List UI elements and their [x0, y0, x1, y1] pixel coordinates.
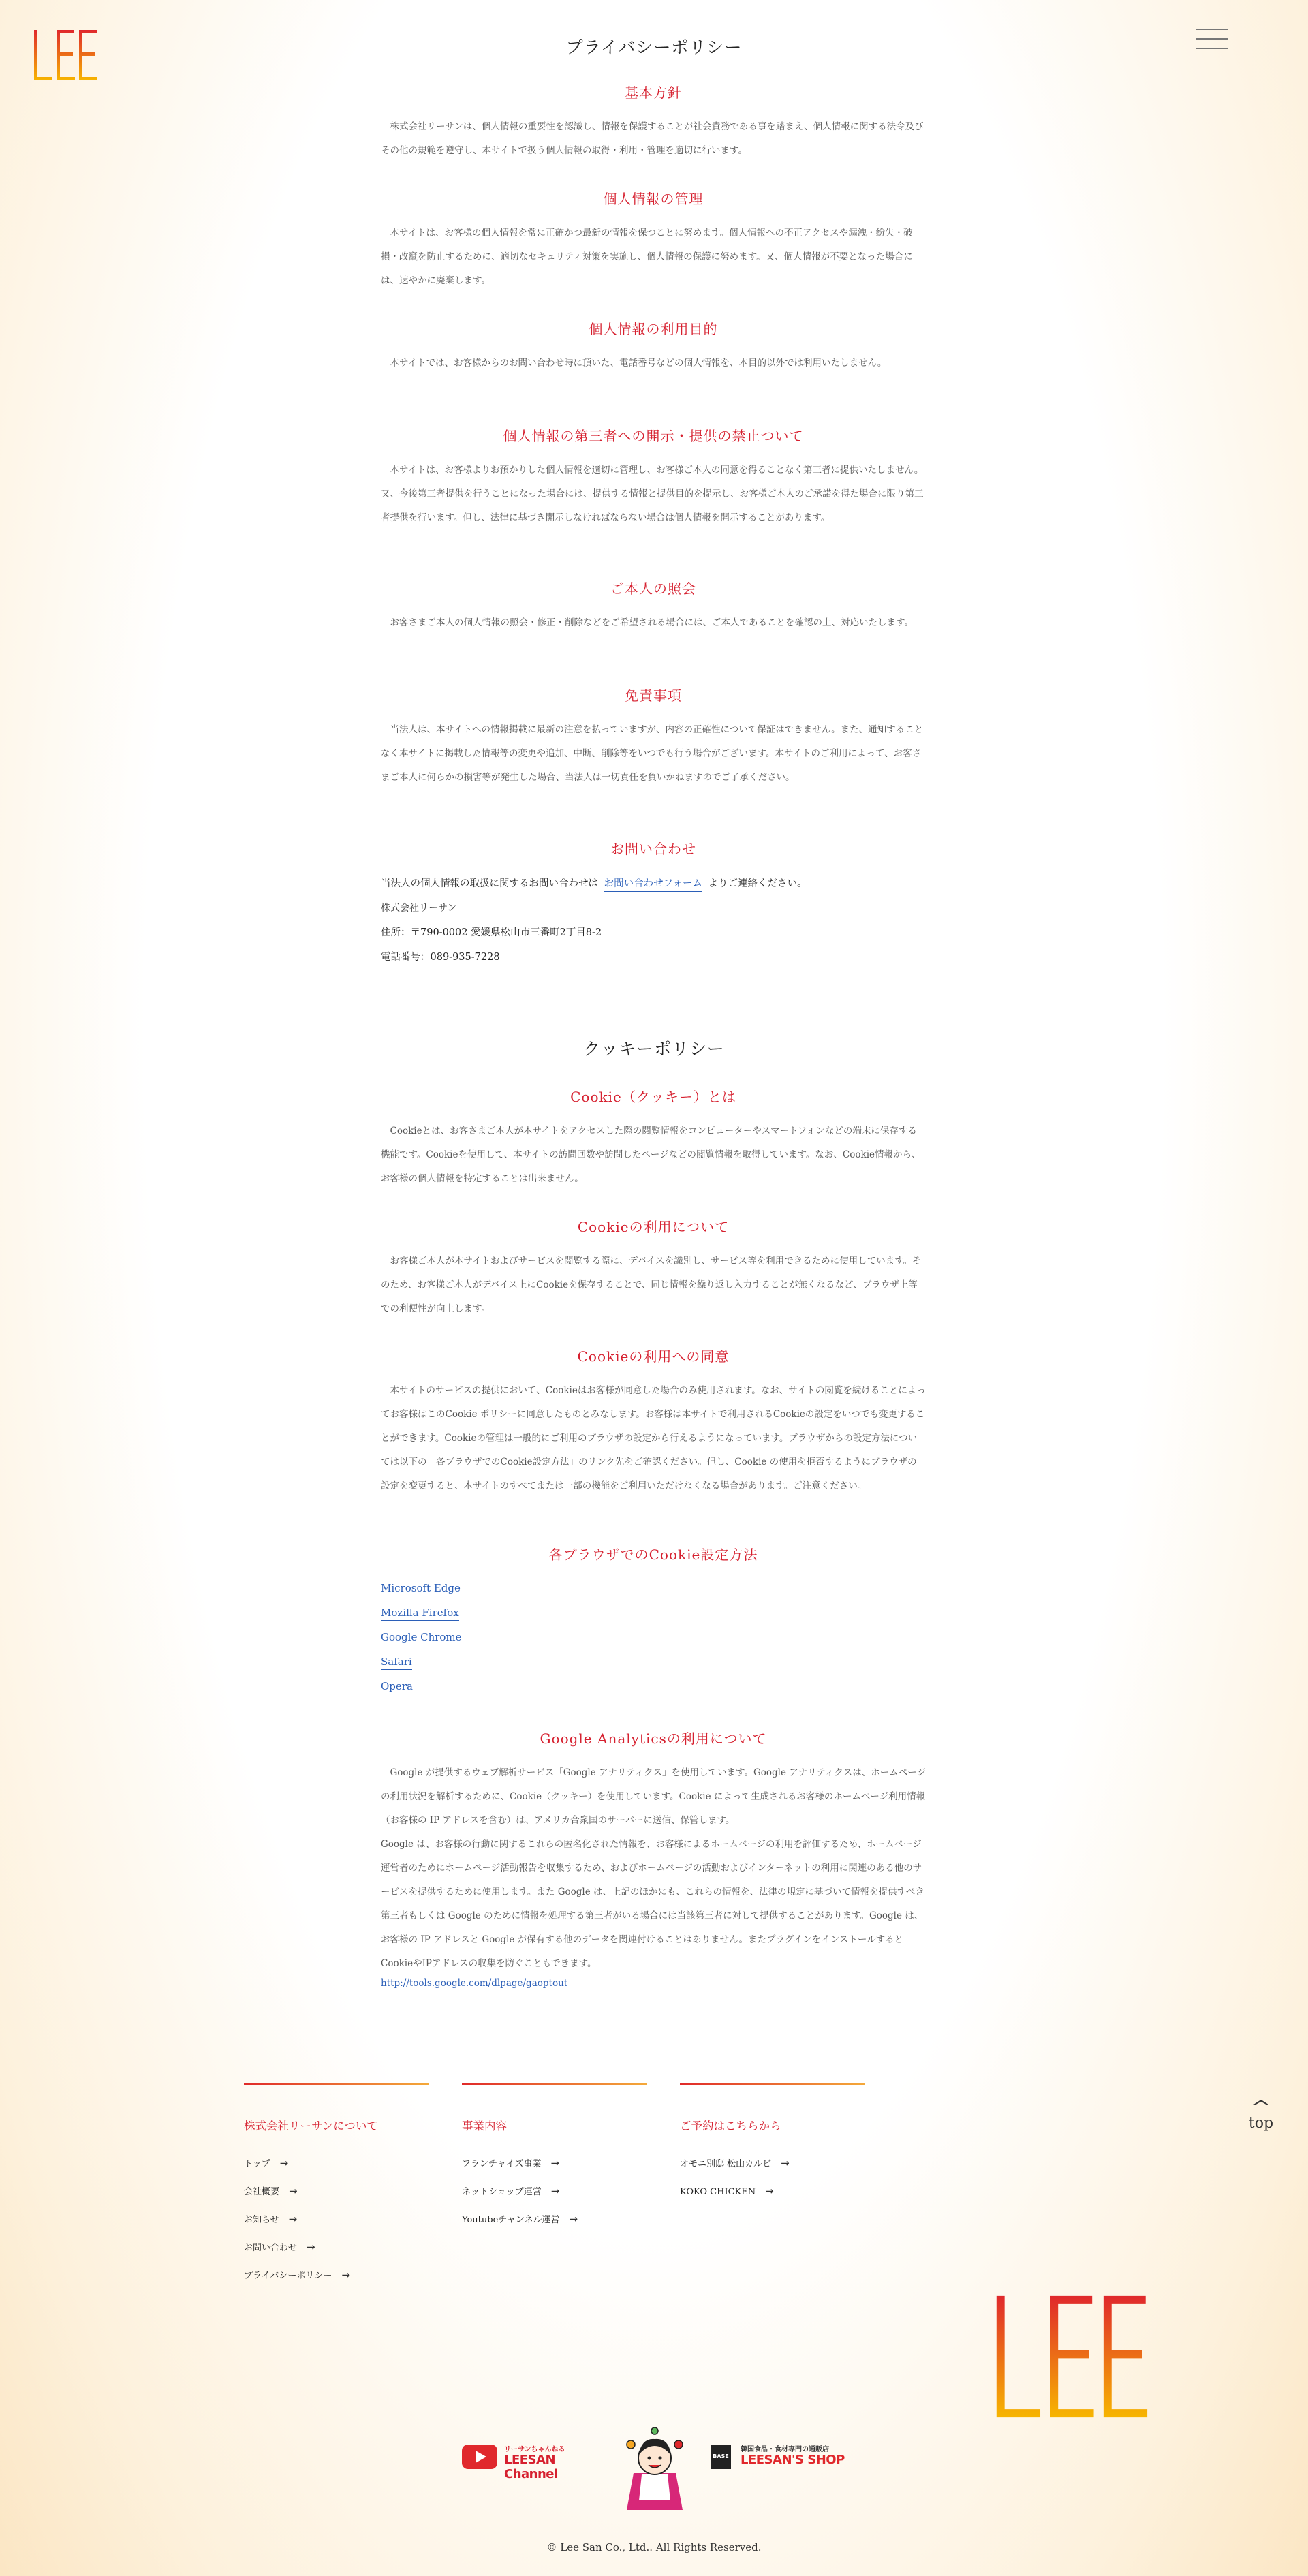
- arrow-right-icon: →: [279, 2157, 289, 2169]
- company-name: 株式会社リーサン: [381, 903, 457, 914]
- cookie-what-section: [381, 1086, 926, 1191]
- cookie-consent-section: [381, 1346, 926, 1498]
- footer-link-label: お問い合わせ: [244, 2243, 298, 2253]
- footer-link-label: プライバシーポリシー: [244, 2271, 332, 2281]
- section-text: 当法人は、本サイトへの情報掲載に最新の注意を払っていますが、内容の正確性について保証はできません。また、通知することなく本サイトに掲載した情報等の変更や追加、中断、削除等をいつでも行う場合がございます。本サイトのご利用によって、お客さまご本人に何らかの損害等が発生した場合、当法人は一切責任を負いかねますのでご了承ください。: [381, 724, 924, 783]
- section-text: 株式会社リーサンは、個人情報の重要性を認識し、情報を保護することが社会責務である事を踏まえ、個人情報に関する法令及びその他の規範を遵守し、本サイトで扱う個人情報の取得・利用・管理を適切に行います。: [381, 121, 924, 156]
- section-text: 本サイトのサービスの提供において、Cookieはお客様が同意した場合のみ使用されます。なお、サイトの閲覧を続けることによってお客様はこのCookie ポリシーに同意したものとみなします。お客様は本サイトで利用されるCookieの設定をいつでも変更することができます。Cookieの管理は一般的にご利用のブラウザの設定から行えるようになっています。ブラウザからの設定方法については以下の「各ブラウザでのCookie設定方法」のリンク先をご確認ください。但し、Cookie の使用を拒否するようにブラウザの設定を変更すると、本サイトのすべてまたは一部の機能をご利用いただけなくなる場合があります。ご注意ください。: [381, 1385, 926, 1491]
- footer-link-label: 会社概要: [244, 2187, 280, 2197]
- footer-link-label: ネットショップ運営: [462, 2187, 542, 2197]
- footer-column-business: [462, 2083, 647, 2240]
- footer-column-title: 事業内容: [462, 2120, 507, 2132]
- youtube-banner-subtitle: リーサンちゃんねる: [504, 2446, 565, 2453]
- company-phone: 電話番号：089-935-7228: [381, 952, 500, 963]
- youtube-icon: [462, 2445, 497, 2469]
- footer-link-news[interactable]: [244, 2212, 429, 2240]
- footer-link-label: トップ: [244, 2159, 270, 2169]
- footer-column-title: 株式会社リーサンについて: [244, 2120, 378, 2132]
- cookie-usage-section: [381, 1216, 926, 1321]
- arrow-right-icon: →: [550, 2185, 560, 2197]
- footer-link-omoni[interactable]: [680, 2156, 865, 2184]
- section-title: Cookieの利用への同意: [577, 1348, 730, 1365]
- contact-text-before: 当法人の個人情報の取扱に関するお問い合わせは: [381, 878, 598, 889]
- footer-link-koko-chicken[interactable]: [680, 2184, 865, 2212]
- section-title: Cookie（クッキー）とは: [570, 1089, 736, 1105]
- footer-divider: [462, 2083, 647, 2085]
- footer-column-company: [244, 2083, 429, 2296]
- section-text: Cookieとは、お客さまご本人が本サイトをアクセスした際の閲覧情報をコンピューターやスマートフォンなどの端末に保存する機能です。Cookieを使用して、本サイトの訪問回数や訪問したページなどの閲覧情報を取得しています。なお、Cookie情報から、お客様の個人情報を特定することは出来ません。: [381, 1126, 921, 1184]
- privacy-management-section: [381, 188, 926, 293]
- arrow-right-icon: →: [550, 2157, 560, 2169]
- section-title: お問い合わせ: [610, 841, 696, 857]
- section-text: お客様ご本人が本サイトおよびサービスを閲覧する際に、デバイスを識別し、サービス等を利用できるために使用しています。そのため、お客様ご本人がデバイス上にCookieを保存することで、同じ情報を繰り返し入力することが無くなるなど、ブラウザ上等での利便性が向上します。: [381, 1256, 922, 1314]
- shop-banner-subtitle: 韓国食品・食材専門の通販店: [741, 2446, 829, 2453]
- copyright: © Lee San Co., Ltd.. All Rights Reserved.: [546, 2541, 762, 2554]
- privacy-disclaimer-section: [381, 685, 926, 790]
- base-icon: BASE: [711, 2445, 731, 2469]
- contact-text-after: よりご連絡ください。: [708, 878, 807, 889]
- browser-settings-section: [381, 1544, 926, 1704]
- section-text: お客さまご本人の個人情報の照会・修正・削除などをご希望される場合には、ご本人であることを確認の上、対応いたします。: [390, 617, 914, 628]
- section-title: ご本人の照会: [610, 580, 696, 597]
- section-title: Cookieの利用について: [577, 1219, 730, 1235]
- section-title: 個人情報の第三者への開示・提供の禁止ついて: [503, 428, 804, 444]
- page-title: プライバシーポリシー: [565, 37, 743, 57]
- privacy-purpose-section: [381, 318, 926, 375]
- back-to-top-label: top: [1248, 2115, 1274, 2132]
- footer-link-netshop[interactable]: [462, 2184, 647, 2212]
- google-analytics-section: [381, 1728, 926, 1991]
- footer-divider: [244, 2083, 429, 2085]
- section-title: 免責事項: [625, 687, 682, 704]
- company-address: 住所：〒790-0002 愛媛県松山市三番町2丁目8-2: [381, 927, 602, 938]
- section-title: 個人情報の管理: [603, 191, 704, 207]
- arrow-right-icon: →: [289, 2185, 298, 2197]
- footer-column-title: ご予約はこちらから: [680, 2120, 781, 2132]
- footer-link-contact[interactable]: [244, 2240, 429, 2268]
- browser-link-opera[interactable]: Opera: [381, 1680, 413, 1694]
- footer-link-privacy[interactable]: [244, 2268, 429, 2296]
- privacy-third-party-section: [381, 425, 926, 530]
- section-text: Google は、お客様の行動に関するこれらの匿名化された情報を、お客様によるホームページの利用を評価するため、ホームページ運営者のためにホームページ活動報告を収集するため、およびホームページの活動およびインターネットの利用に関連のある他のサービスを提供するために使用します。また Google は、上記のほかにも、これらの情報を、法律の規定に基づいて情報を提供すべき第三者もしくは Google のために情報を処理する第三者がいる場合には当該第三者に対して提供することがあります。Google は、お客様の IP アドレスと Google が保有する他のデータを関連付けることはありません。またプラグインをインストールするとCookieやIPアドレスの収集を防ぐこともできます。: [381, 1839, 924, 1969]
- browser-link-chrome[interactable]: Google Chrome: [381, 1631, 462, 1645]
- privacy-basic-section: [381, 82, 926, 163]
- footer-link-company[interactable]: [244, 2184, 429, 2212]
- arrow-right-icon: →: [569, 2213, 578, 2225]
- youtube-banner-title: LEESAN Channel: [504, 2453, 558, 2481]
- arrow-right-icon: →: [341, 2269, 350, 2281]
- footer-link-franchise[interactable]: [462, 2156, 647, 2184]
- footer-link-label: Youtubeチャンネル運営: [462, 2215, 560, 2225]
- footer-link-label: KOKO CHICKEN: [680, 2187, 756, 2197]
- footer-link-youtube[interactable]: [462, 2212, 647, 2240]
- section-title: 基本方針: [625, 84, 682, 101]
- contact-form-link[interactable]: お問い合わせフォーム: [604, 878, 702, 892]
- arrow-right-icon: →: [781, 2157, 790, 2169]
- contact-text: [381, 871, 926, 896]
- shop-banner-title: LEESAN'S SHOP: [741, 2453, 845, 2467]
- footer-column-reservation: [680, 2083, 865, 2212]
- browser-link-firefox[interactable]: Mozilla Firefox: [381, 1607, 459, 1621]
- section-text: 本サイトでは、お客様からのお問い合わせ時に頂いた、電話番号などの個人情報を、本目的以外では利用いたしません。: [390, 358, 887, 369]
- browser-link-edge[interactable]: Microsoft Edge: [381, 1582, 461, 1596]
- ga-optout-link[interactable]: http://tools.google.com/dlpage/gaoptout: [381, 1976, 567, 1991]
- footer-divider: [680, 2083, 865, 2085]
- arrow-right-icon: →: [307, 2241, 315, 2253]
- footer-link-label: フランチャイズ事業: [462, 2159, 542, 2169]
- footer-link-label: オモニ別邸 松山カルビ: [680, 2159, 772, 2169]
- contact-section: [381, 838, 926, 969]
- leesan-shop-banner[interactable]: [711, 2431, 847, 2472]
- footer-link-top[interactable]: [244, 2156, 429, 2184]
- section-text: Google が提供するウェブ解析サービス「Google アナリティクス」を使用しています。Google アナリティクスは、ホームページの利用状況を解析するために、Cookie（クッキー）を使用しています。Cookie によって生成されるお客様のホームページ利用情報（お客様の IP アドレスを含む）は、アメリカ合衆国のサーバーに送信、保管します。: [381, 1767, 926, 1826]
- leesan-mascot-icon: [621, 2425, 688, 2511]
- hamburger-menu-icon[interactable]: [1196, 29, 1228, 49]
- chevron-up-icon: ^: [1251, 2098, 1271, 2115]
- cookie-policy-heading: クッキーポリシー: [582, 1039, 725, 1059]
- browser-link-safari[interactable]: Safari: [381, 1656, 412, 1670]
- section-text: 本サイトは、お客様の個人情報を常に正確かつ最新の情報を保つことに努めます。個人情報への不正アクセスや漏洩・紛失・破損・改竄を防止するために、適切なセキュリティ対策を実施し、個人情報の保護に努めます。又、個人情報が不要となった場合には、速やかに廃棄します。: [381, 228, 913, 286]
- section-title: Google Analyticsの利用について: [540, 1731, 767, 1747]
- section-text: 本サイトは、お客様よりお預かりした個人情報を適切に管理し、お客様ご本人の同意を得ることなく第三者に提供いたしません。又、今後第三者提供を行うことになった場合には、提供する情報と提供目的を提示し、お客様ご本人のご承諾を得た場合に限り第三者提供を行います。但し、法律に基づき開示しなければならない場合は個人情報を開示することがあります。: [381, 465, 924, 523]
- arrow-right-icon: →: [765, 2185, 774, 2197]
- section-title: 個人情報の利用目的: [589, 321, 718, 337]
- youtube-channel-banner[interactable]: [462, 2431, 605, 2481]
- back-to-top-button[interactable]: [1244, 2100, 1278, 2132]
- privacy-inquiry-section: [381, 578, 926, 635]
- arrow-right-icon: →: [288, 2213, 298, 2225]
- section-title: 各ブラウザでのCookie設定方法: [548, 1547, 758, 1563]
- lee-logo-icon: [993, 2293, 1155, 2421]
- footer-link-label: お知らせ: [244, 2215, 279, 2225]
